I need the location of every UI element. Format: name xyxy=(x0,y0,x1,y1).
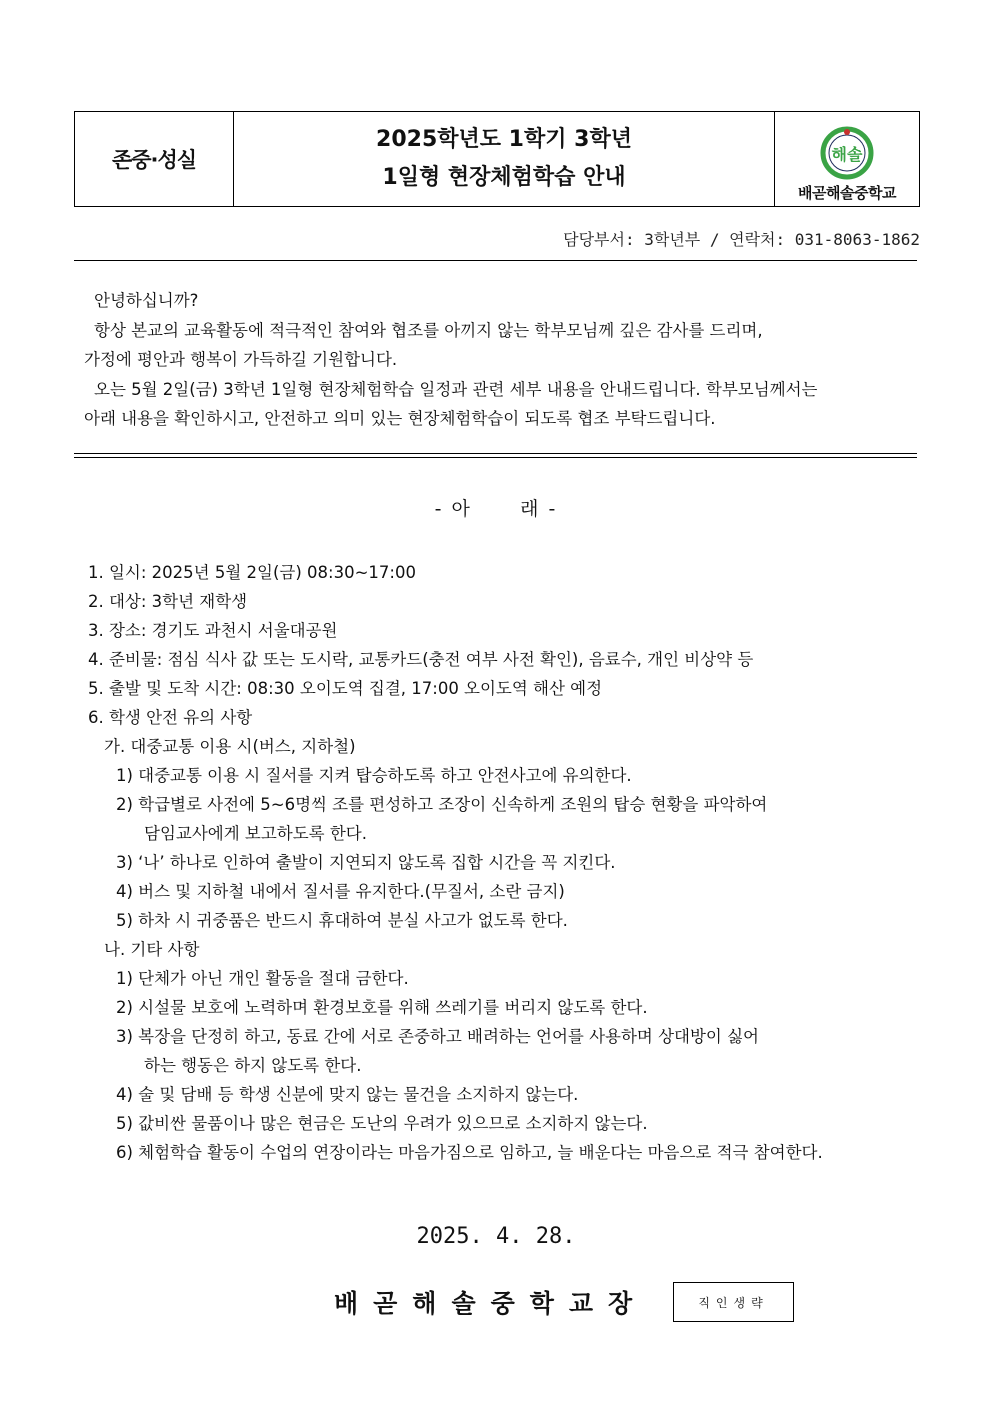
title-line-1: 2025학년도 1학기 3학년 xyxy=(376,127,632,152)
school-emblem-icon xyxy=(813,126,881,180)
seal-box: 직인생략 xyxy=(673,1282,794,1322)
contact-info: 담당부서: 3학년부 / 연락처: 031-8063-1862 xyxy=(563,230,920,249)
list-item: 6) 체험학습 활동이 수업의 연장이라는 마음가짐으로 임하고, 늘 배운다는 마음으로 적극 참여한다. xyxy=(116,1143,823,1162)
school-logo xyxy=(775,112,919,206)
list-item: 3) 복장을 단정히 하고, 동료 간에 서로 존중하고 배려하는 언어를 사용하며 상대방이 싫어 xyxy=(116,1027,759,1046)
list-item: 2) 학급별로 사전에 5~6명씩 조를 편성하고 조장이 신속하게 조원의 탑승 현황을 파악하여 xyxy=(116,795,768,814)
list-item: 2. 대상: 3학년 재학생 xyxy=(88,592,248,611)
double-divider xyxy=(74,453,917,458)
list-item: 4. 준비물: 점심 식사 값 또는 도시락, 교통카드(충전 여부 사전 확인), 음료수, 개인 비상약 등 xyxy=(88,650,754,669)
list-item: 5) 하차 시 귀중품은 반드시 휴대하여 분실 사고가 없도록 한다. xyxy=(116,911,568,930)
list-item: 1) 단체가 아닌 개인 활동을 절대 금한다. xyxy=(116,969,409,988)
divider xyxy=(74,260,917,261)
subsection-heading: 나. 기타 사항 xyxy=(104,940,200,959)
intro-para2-line1: 오는 5월 2일(금) 3학년 1일형 현장체험학습 일정과 관련 세부 내용을 안내드립니다. 학부모님께서는 xyxy=(94,379,818,399)
document-date: 2025. 4. 28. xyxy=(416,1224,576,1249)
list-item: 4) 술 및 담배 등 학생 신분에 맞지 않는 물건을 소지하지 않는다. xyxy=(116,1085,579,1104)
intro-para1-line2: 가정에 평안과 행복이 가득하길 기원합니다. xyxy=(84,350,398,369)
emblem-glyph: 해솔 xyxy=(831,145,863,164)
list-item: 1. 일시: 2025년 5월 2일(금) 08:30~17:00 xyxy=(88,563,416,582)
list-item: 5) 값비싼 물품이나 많은 현금은 도난의 우려가 있으므로 소지하지 않는다. xyxy=(116,1114,648,1133)
school-name-logo: 배곧해솔중학교 xyxy=(798,184,896,202)
notice-heading: - 아 래 - xyxy=(434,498,558,520)
subsection-heading: 가. 대중교통 이용 시(버스, 지하철) xyxy=(104,737,356,756)
list-item: 4) 버스 및 지하철 내에서 질서를 유지한다.(무질서, 소란 금지) xyxy=(116,882,565,901)
intro-para1-line1: 항상 본교의 교육활동에 적극적인 참여와 협조를 아끼지 않는 학부모님께 깊은 감사를 드리며, xyxy=(94,320,763,340)
list-item-continuation: 담임교사에게 보고하도록 한다. xyxy=(144,824,367,843)
principal-signature: 배곧해솔중학교장 xyxy=(334,1289,648,1318)
list-item: 6. 학생 안전 유의 사항 xyxy=(88,708,253,727)
header-table xyxy=(74,111,920,207)
list-item: 2) 시설물 보호에 노력하며 환경보호를 위해 쓰레기를 버리지 않도록 한다. xyxy=(116,998,648,1017)
notice-items xyxy=(88,558,918,1167)
list-item: 3. 장소: 경기도 과천시 서울대공원 xyxy=(88,621,338,640)
greeting: 안녕하십니까? xyxy=(94,291,199,310)
intro-para2-line2: 아래 내용을 확인하시고, 안전하고 의미 있는 현장체험학습이 되도록 협조 부탁드립니다. xyxy=(84,409,716,428)
intro-section xyxy=(84,286,914,434)
list-item: 3) ‘나’ 하나로 인하여 출발이 지연되지 않도록 집합 시간을 꼭 지킨다. xyxy=(116,853,616,872)
list-item: 5. 출발 및 도착 시간: 08:30 오이도역 집결, 17:00 오이도역 해산 예정 xyxy=(88,679,603,698)
document-title xyxy=(234,112,775,206)
title-line-2: 1일형 현장체험학습 안내 xyxy=(382,165,626,190)
list-item: 1) 대중교통 이용 시 질서를 지켜 탑승하도록 하고 안전사고에 유의한다. xyxy=(116,766,632,785)
list-item-continuation: 하는 행동은 하지 않도록 한다. xyxy=(144,1056,362,1075)
school-motto: 존중·성실 xyxy=(75,112,234,206)
